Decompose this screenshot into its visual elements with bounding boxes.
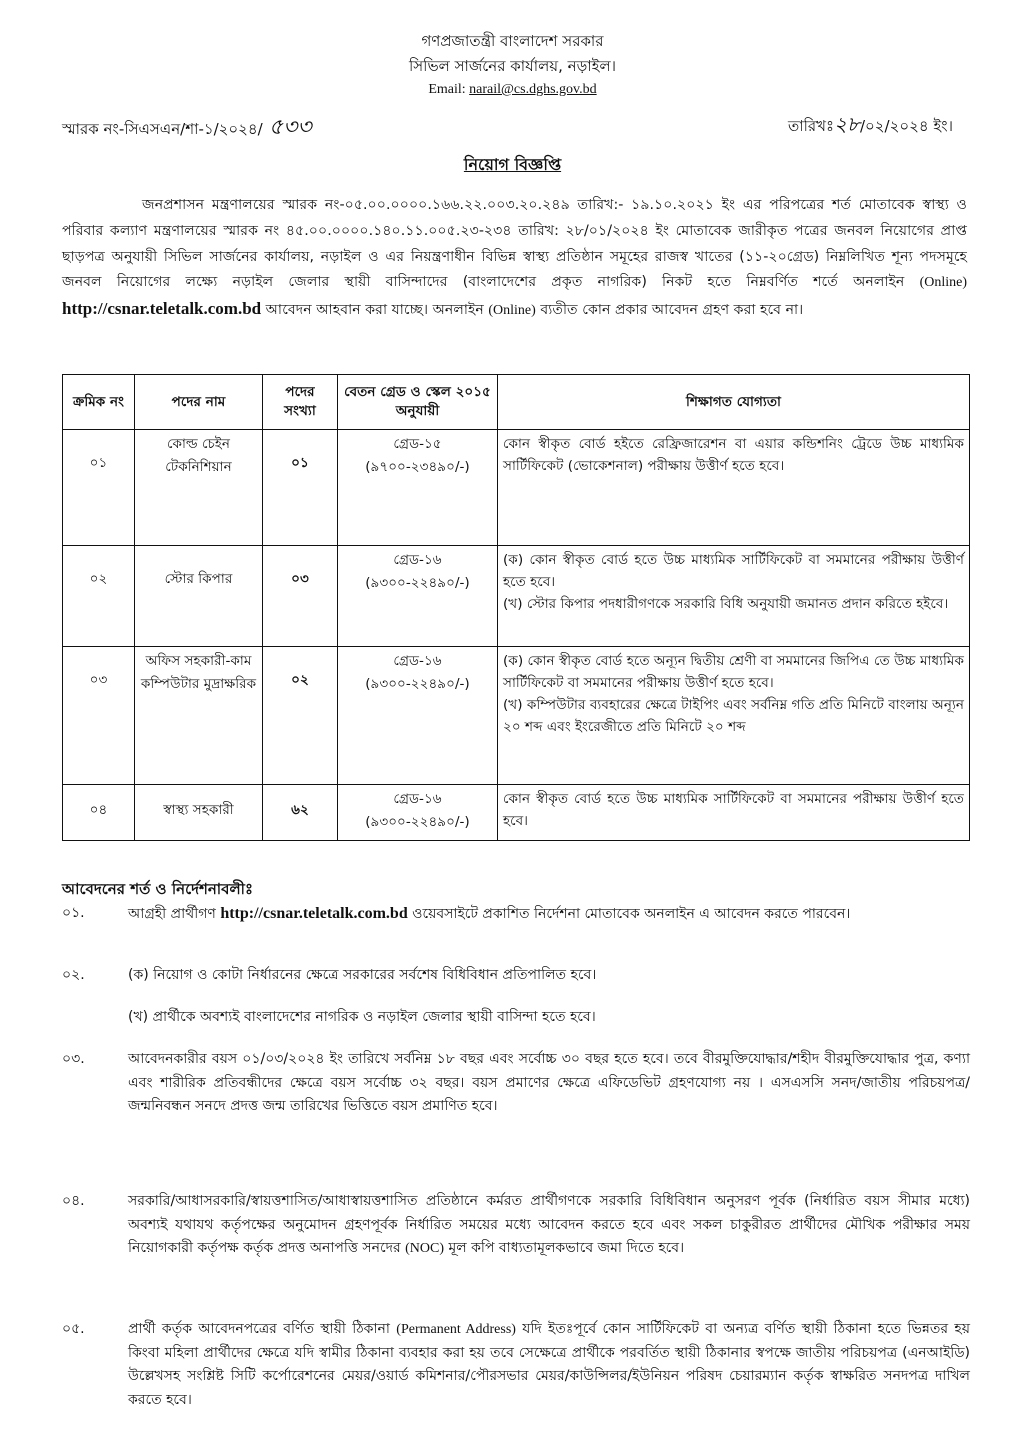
row-qualification bbox=[498, 647, 970, 785]
qual-b: (খ) স্টোর কিপার পদধারীগণকে সরকারি বিধি অনুযায়ী জমানত প্রদান করিতে হইবে। bbox=[503, 596, 949, 612]
row-grade: গ্রেড-১৬ bbox=[393, 653, 442, 669]
row-scale: (৯৭০০-২৩৪৯০/-) bbox=[365, 459, 470, 475]
instruction-item bbox=[62, 1048, 970, 1119]
vacancy-table bbox=[62, 374, 970, 841]
memo-prefix: স্মারক নং-সিএসএন/শা-১/২০২৪/ bbox=[62, 120, 263, 138]
qual-b: (খ) কম্পিউটার ব্যবহারের ক্ষেত্রে টাইপিং এবং সর্বনিম্ন গতি প্রতি মিনিটে বাংলায় অন্যূন ২০ শব্দ এবং ইংরেজীতে প্রতি মিনিটে ২০ শব্দ bbox=[503, 697, 964, 735]
row-qualification bbox=[498, 430, 970, 546]
col-serial: ক্রমিক নং bbox=[63, 375, 135, 430]
intro-paragraph bbox=[62, 193, 967, 324]
table-row bbox=[63, 785, 970, 841]
memo-date bbox=[788, 110, 953, 143]
table-row bbox=[63, 647, 970, 785]
row-qualification bbox=[498, 546, 970, 647]
office-name: সিভিল সার্জনের কার্যালয়, নড়াইল। bbox=[408, 57, 617, 75]
instruction-item bbox=[62, 1006, 970, 1030]
table-header-row bbox=[63, 375, 970, 430]
instruction-item bbox=[62, 964, 970, 988]
col-qualification: শিক্ষাগত যোগ্যতা bbox=[498, 375, 970, 430]
row-post: কোল্ড চেইন টেকনিশিয়ান bbox=[135, 430, 263, 546]
table-row bbox=[63, 430, 970, 546]
col-post: পদের নাম bbox=[135, 375, 263, 430]
row-serial: ০১ bbox=[63, 430, 135, 546]
apply-url-link-2[interactable]: http://csnar.teletalk.com.bd bbox=[220, 905, 408, 922]
col-count: পদের সংখ্যা bbox=[263, 375, 338, 430]
row-post: স্বাস্থ্য সহকারী bbox=[135, 785, 263, 841]
row-grade-cell bbox=[338, 430, 498, 546]
instruction-item bbox=[62, 1318, 970, 1412]
qual-a: কোন স্বীকৃত বোর্ড হতে উচ্চ মাধ্যমিক সার্টিফিকেট বা সমমানের পরীক্ষায় উত্তীর্ণ হতে হবে। bbox=[503, 791, 964, 829]
instruction-text-part: ওয়েবসাইটে প্রকাশিত নির্দেশনা মোতাবেক অনলাইন এ আবেদন করতে পারবেন। bbox=[412, 906, 851, 922]
noc-label: (NOC) bbox=[405, 1241, 445, 1256]
instruction-number: ০১. bbox=[62, 905, 85, 921]
instruction-item bbox=[62, 1190, 970, 1261]
instruction-text bbox=[128, 902, 970, 927]
row-grade-cell bbox=[338, 647, 498, 785]
email-link[interactable]: narail@cs.dghs.gov.bd bbox=[469, 82, 597, 97]
row-grade-cell bbox=[338, 546, 498, 647]
table-row bbox=[63, 546, 970, 647]
row-count: ৬২ bbox=[263, 785, 338, 841]
row-grade-cell bbox=[338, 785, 498, 841]
row-scale: (৯৩০০-২২৪৯০/-) bbox=[365, 676, 470, 692]
row-serial: ০৪ bbox=[63, 785, 135, 841]
instruction-text: (ক) নিয়োগ ও কোটা নির্ধারনের ক্ষেত্রে সরকারের সর্বশেষ বিধিবিধান প্রতিপালিত হবে। bbox=[128, 967, 597, 983]
intro-text-end: ব্যতীত কোন প্রকার আবেদন গ্রহণ করা হবে না। bbox=[540, 302, 804, 319]
row-serial: ০৩ bbox=[63, 647, 135, 785]
qual-a: (ক) কোন স্বীকৃত বোর্ড হতে অন্যূন দ্বিতীয় শ্রেণী বা সমমানের জিপিএ তে উচ্চ মাধ্যমিক সার্টিফিকেট বা সমমানের পরীক্ষায় উত্তীর্ণ হতে হবে। bbox=[503, 653, 964, 691]
row-qualification bbox=[498, 785, 970, 841]
permanent-address-label: (Permanent Address) bbox=[396, 1322, 516, 1337]
email-line bbox=[0, 82, 1025, 98]
govt-name: গণপ্রজাতন্ত্রী বাংলাদেশ সরকার bbox=[421, 32, 604, 50]
instruction-number: ০৪. bbox=[62, 1193, 85, 1209]
row-count: ০২ bbox=[263, 647, 338, 785]
instruction-text: আবেদনকারীর বয়স ০১/০৩/২০২৪ ইং তারিখে সর্বনিম্ন ১৮ বছর এবং সর্বোচ্চ ৩০ বছর হতে হবে। তবে বীরমুক্তিযোদ্ধার/শহীদ বীরমুক্তিযোদ্ধার পুত্র, কণ্যা এবং শারীরিক প্রতিবন্ধীদের ক্ষেত্রে বয়স সর্বোচ্চ ৩২ বছর। বয়স প্রমাণের ক্ষেত্রে এফিডেভিট গ্রহণযোগ্য নয় । এসএসসি সনদ/জাতীয় পরিচয়পত্র/জন্মনিবন্ধন সনদে প্রদত্ত জন্ম তারিখের ভিত্তিতে বয়স প্রমাণিত হবে। bbox=[128, 1051, 970, 1114]
instruction-number: ০৩. bbox=[62, 1051, 85, 1067]
instruction-item bbox=[62, 902, 970, 927]
instruction-text-part: মূল কপি বাধ্যতামূলকভাবে জমা দিতে হবে। bbox=[448, 1240, 685, 1256]
instructions-title: আবেদনের শর্ত ও নির্দেশনাবলীঃ bbox=[62, 880, 253, 898]
qual-a: কোন স্বীকৃত বোর্ড হইতে রেফ্রিজারেশন বা এয়ার কন্ডিশনিং ট্রেডে উচ্চ মাধ্যমিক সার্টিফিকেট (ভোকেশনাল) পরীক্ষায় উত্তীর্ণ হতে হবে। bbox=[503, 436, 964, 474]
instruction-number: ০৫. bbox=[62, 1321, 85, 1337]
page-title: নিয়োগ বিজ্ঞপ্তি bbox=[463, 155, 562, 174]
instruction-text-part: যদি ইতঃপূর্বে কোন সার্টিফিকেট বা অন্যত্র বর্ণিত স্থায়ী ঠিকানা হতে ভিন্নতর হয় কিংবা মহিলা প্রার্থীদের ক্ষেত্রে যদি স্বামীর ঠিকানা ব্যবহার করা হয় তবে সেক্ষেত্রে প্রার্থীকে পরবর্তিত স্থায়ী ঠিকানার স্বপক্ষে জাতীয় পরিচয়পত্র (এনআইডি) উল্লেখসহ সংশ্লিষ্ট সিটি কর্পোরেশনের মেয়র/ওয়ার্ড কমিশনার/পৌরসভার মেয়র/কাউন্সিলর/ইউনিয়ন পরিষদ চেয়ারম্যান কর্তৃক স্বাক্ষরিত সনদপত্র দাখিল করতে হবে। bbox=[128, 1321, 971, 1408]
instruction-text-part: সরকারি/আধাসরকারি/স্বায়ত্তশাসিত/আধাস্বায়ত্তশাসিত প্রতিষ্ঠানে কর্মরত প্রার্থীগণকে সরকারি বিধিবিধান অনুসরণ পূর্বক (নির্ধারিত বয়স সীমার মধ্যে) অবশ্যই যথাযথ কর্তৃপক্ষের অনুমোদন গ্রহণপূর্বক নির্ধারিত সময়ের মধ্যে আবেদন করতে হবে এবং সকল চাকুরীরত প্রার্থীদের মৌখিক পরীক্ষার সময় নিয়োগকারী কর্তৃপক্ষ কর্তৃক প্রদত্ত অনাপত্তি সনদের bbox=[128, 1193, 970, 1256]
row-grade: গ্রেড-১৬ bbox=[393, 791, 442, 807]
instruction-text-part: আগ্রহী প্রার্থীগণ bbox=[128, 906, 216, 922]
memo-handwritten-number: ৫৩৩ bbox=[268, 115, 312, 140]
instruction-text-part: প্রার্থী কর্তৃক আবেদনপত্রের বর্ণিত স্থায়ী ঠিকানা bbox=[128, 1321, 390, 1337]
row-scale: (৯৩০০-২২৪৯০/-) bbox=[365, 814, 470, 830]
col-grade: বেতন গ্রেড ও স্কেল ২০১৫ অনুযায়ী bbox=[338, 375, 498, 430]
email-label: Email: bbox=[428, 82, 466, 97]
row-grade: গ্রেড-১৫ bbox=[393, 436, 442, 452]
date-rest: /০২/২০২৪ ইং। bbox=[859, 117, 953, 135]
row-serial: ০২ bbox=[63, 546, 135, 647]
qual-a: (ক) কোন স্বীকৃত বোর্ড হতে উচ্চ মাধ্যমিক সার্টিফিকেট বা সমমানের পরীক্ষায় উত্তীর্ণ হতে হবে। bbox=[503, 552, 964, 590]
intro-text: জনপ্রশাসন মন্ত্রণালয়ের স্মারক নং-০৫.০০.০০০০.১৬৬.২২.০০৩.২০.২৪৯ তারিখ:- ১৯.১০.২০২১ ইং এর পরিপত্রের শর্ত মোতাবেক স্বাস্থ্য ও পরিবার কল্যাণ মন্ত্রণালয়ের স্মারক নং ৪৫.০০.০০০০.১৪০.১১.০০৫.২৩-২৩৪ তারিখ: ২৮/০১/২০২৪ ইং মোতাবেক জারীকৃত পত্রের জনবল নিয়োগের প্রাপ্ত ছাড়পত্র অনুযায়ী সিভিল সার্জনের কার্যালয়, নড়াইল ও এর নিয়ন্ত্রণাধীন বিভিন্ন স্বাস্থ্য প্রতিষ্ঠান সমূহের রাজস্ব খাতের (১১-২০গ্রেড) নিম্নলিখিত শূন্য পদসমূহে জনবল নিয়োগের লক্ষ্যে নড়াইল জেলার স্থায়ী বাসিন্দাদের (বাংলাদেশের প্রকৃত নাগরিক) নিকট হতে নিম্নবর্ণিত শর্তে অনলাইন bbox=[62, 197, 967, 291]
row-count: ০১ bbox=[263, 430, 338, 546]
row-post: অফিস সহকারী-কাম কম্পিউটার মুদ্রাক্ষরিক bbox=[135, 647, 263, 785]
instruction-number: ০২. bbox=[62, 967, 85, 983]
date-day: ২৮ bbox=[834, 112, 860, 136]
date-label: তারিখঃ bbox=[788, 117, 834, 135]
instruction-text bbox=[128, 1318, 970, 1412]
memo-number bbox=[62, 110, 312, 147]
instruction-text: (খ) প্রার্থীকে অবশ্যই বাংলাদেশের নাগরিক ও নড়াইল জেলার স্থায়ী বাসিন্দা হতে হবে। bbox=[128, 1009, 596, 1025]
row-grade: গ্রেড-১৬ bbox=[393, 552, 442, 568]
intro-text-mid: আবেদন আহবান করা যাচ্ছে। অনলাইন bbox=[265, 302, 484, 319]
instruction-text bbox=[128, 1190, 970, 1261]
row-scale: (৯৩০০-২২৪৯০/-) bbox=[365, 575, 470, 591]
row-post: স্টোর কিপার bbox=[135, 546, 263, 647]
online-label: (Online) bbox=[919, 275, 967, 291]
row-count: ০৩ bbox=[263, 546, 338, 647]
apply-url-link[interactable]: http://csnar.teletalk.com.bd bbox=[62, 299, 262, 319]
online-label-2: (Online) bbox=[488, 303, 536, 319]
